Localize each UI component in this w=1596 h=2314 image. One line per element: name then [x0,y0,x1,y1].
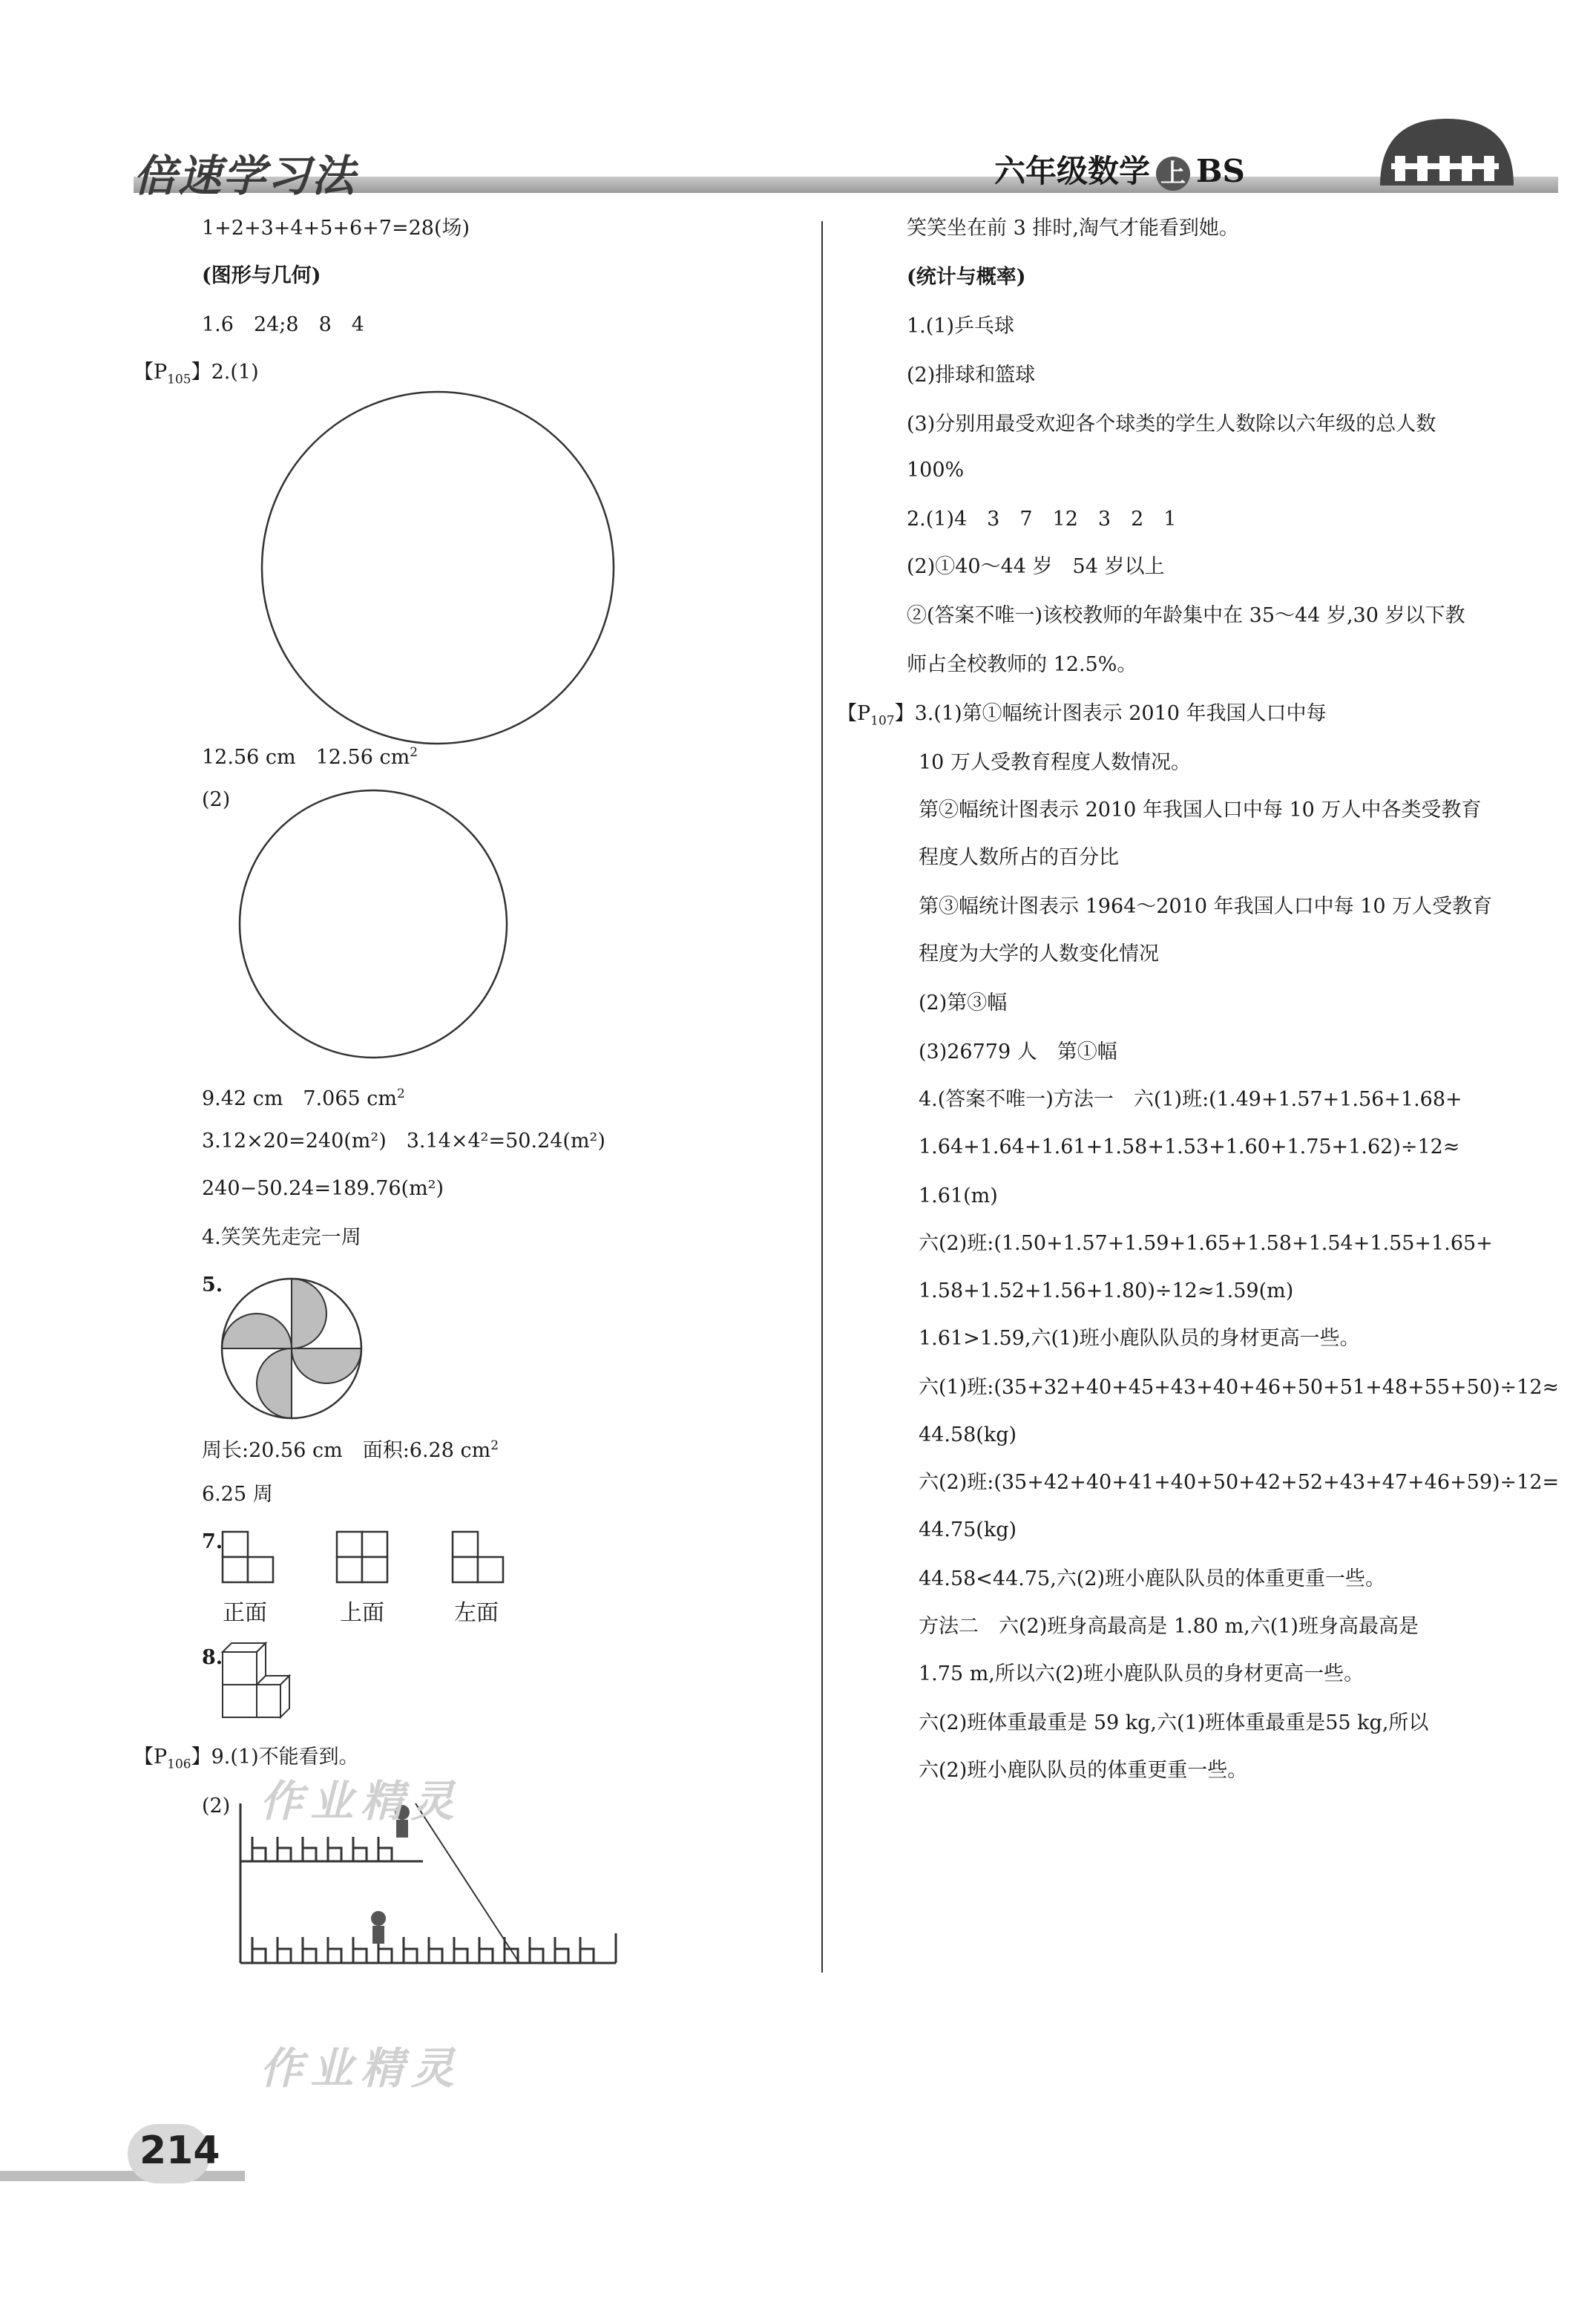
child-figure-bottom [371,1911,386,1944]
answer-q2-label: 【$P_{105}$】2.(1) [134,361,259,387]
watermark-2: 作业精灵 [260,2043,462,2094]
section-geometry-heading: (图形与几何) [202,264,321,287]
view-label-front: 正面 [223,1600,267,1626]
answer-s4-5: 1.58+1.52+1.56+1.80)÷12≈1.59(m) [919,1279,1294,1302]
answer-q8-label: 8. [202,1646,223,1669]
fence-house-icon [1365,111,1536,193]
answer-s4-6: 1.61>1.59,六(1)班小鹿队队员的身材更高一些。 [919,1327,1360,1350]
answer-s3-3: 第②幅统计图表示 2010 年我国人口中每 10 万人中各类受教育 [919,799,1482,822]
three-views-figure [220,1529,531,1588]
answer-q2-part2-label: (2) [202,788,231,811]
answer-s3-6: 程度为大学的人数变化情况 [919,943,1159,966]
pinwheel-figure [220,1276,364,1420]
answer-s2-2: (2)①40～44 岁 54 岁以上 [907,555,1165,578]
answer-q6: 6.25 周 [202,1483,273,1506]
left-line-1: 1+2+3+4+5+6+7=28(场) [202,217,470,240]
answer-s4-14: 六(2)班体重最重是 59 kg,六(1)班体重最重是55 kg,所以 [919,1711,1429,1734]
answer-s4-2: 1.64+1.64+1.61+1.58+1.53+1.60+1.75+1.62)÷12≈ [919,1135,1460,1158]
series-logo: 倍速学习法 [134,151,357,201]
answer-q2-1: 12.56 cm 12.56 $cm^2$ [202,745,418,769]
answer-s3-1: 【$P_{107}$】3.(1)第①幅统计图表示 2010 年我国人口中每 [837,702,1327,729]
answer-s1-4: 100% [907,459,965,482]
subject-label: 六年级数学 [994,153,1151,189]
circle-figure-1 [252,386,623,750]
answer-q3-line2: 240−50.24=189.76(m²) [202,1177,444,1200]
right-line-1: 笑笑坐在前 3 排时,淘气才能看到她。 [907,217,1239,240]
watermark-1: 作业精灵 [260,1776,462,1826]
answer-q3-line1: 3.12×20=240(m²) 3.14×4²=50.24(m²) [202,1130,605,1153]
answer-s3-8: (3)26779 人 第①幅 [919,1040,1117,1063]
circle-figure-2 [236,787,510,1061]
view-label-top: 上面 [340,1600,384,1626]
answer-s3-5: 第③幅统计图表示 1964～2010 年我国人口中每 10 万人受教育 [919,895,1493,918]
answer-s4-3: 1.61(m) [919,1184,998,1207]
answer-s3-2: 10 万人受教育程度人数情况。 [919,751,1191,774]
answer-s3-7: (2)第③幅 [919,992,1008,1015]
answer-s4-9: 六(2)班:(35+42+40+41+40+50+42+52+43+47+46+59)÷12= [919,1471,1560,1494]
answer-s4-10: 44.75(kg) [919,1518,1017,1541]
answer-s4-7: 六(1)班:(35+32+40+45+43+40+46+50+51+48+55+50)÷12≈ [919,1376,1560,1399]
edition-label: BS [1196,153,1245,189]
answer-s4-4: 六(2)班:(1.50+1.57+1.59+1.65+1.58+1.54+1.55+1.65+ [919,1232,1493,1255]
answer-s4-1: 4.(答案不唯一)方法一 六(1)班:(1.49+1.57+1.56+1.68+ [919,1088,1462,1111]
answer-s2-4: 师占全校教师的 12.5%。 [907,653,1137,676]
page-title [994,147,1245,191]
answer-q5-label: 5. [202,1274,223,1297]
answer-s4-15: 六(2)班小鹿队队员的体重更重一些。 [919,1759,1248,1782]
answer-s4-13: 1.75 m,所以六(2)班小鹿队队员的身材更高一些。 [919,1662,1365,1685]
answer-q1: 1.6 24;8 8 4 [202,313,364,336]
answer-s1-2: (2)排球和篮球 [907,364,1036,387]
answer-q5: 周长:20.56 cm 面积:6.28 $cm^2$ [202,1438,499,1462]
answer-q4: 4.笑笑先走完一周 [202,1226,361,1249]
answer-q7-label: 7. [202,1530,223,1553]
answer-q2-2: 9.42 cm 7.065 $cm^2$ [202,1086,405,1110]
answer-q9-part2-label: (2) [202,1795,231,1818]
cubes-figure [220,1640,294,1722]
view-label-left: 左面 [454,1600,499,1626]
answer-s4-8: 44.58(kg) [919,1423,1017,1446]
answer-s2-1: 2.(1)4 3 7 12 3 2 1 [907,508,1177,531]
page-number: 214 [139,2128,220,2173]
volume-badge: 上 [1156,157,1190,191]
answer-s3-4: 程度人数所占的百分比 [919,846,1119,869]
column-divider [821,221,823,1973]
section-stats-heading: (统计与概率) [907,266,1026,289]
answer-s1-1: 1.(1)乒乓球 [907,315,1015,338]
answer-s2-3: ②(答案不唯一)该校教师的年龄集中在 35～44 岁,30 岁以下教 [907,604,1465,627]
answer-s1-3: (3)分别用最受欢迎各个球类的学生人数除以六年级的总人数 [907,413,1436,436]
answer-q9-label: 【$P_{106}$】9.(1)不能看到。 [134,1746,359,1772]
answer-s4-12: 方法二 六(2)班身高最高是 1.80 m,六(1)班身高最高是 [919,1615,1419,1638]
answer-s4-11: 44.58<44.75,六(2)班小鹿队队员的体重更重一些。 [919,1567,1386,1590]
